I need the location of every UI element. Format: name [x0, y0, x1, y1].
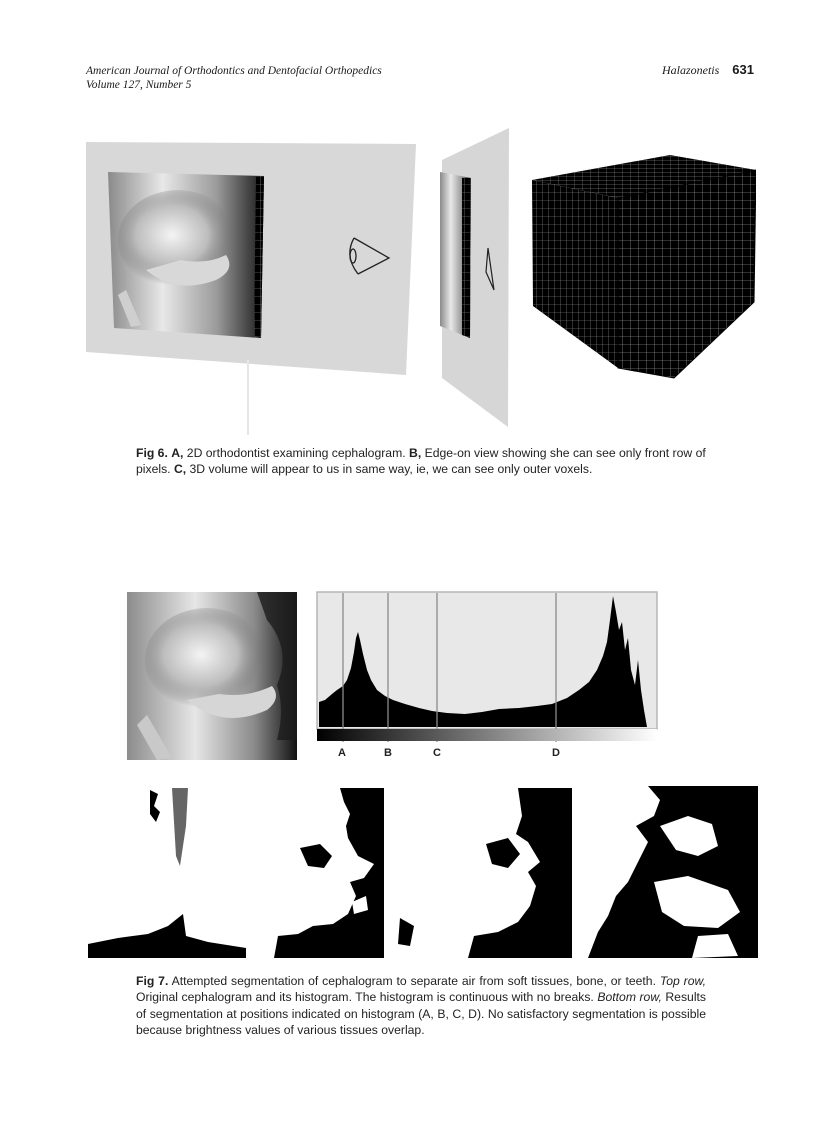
fig7-text-3: Results of segmentation at positions indicated on histogram (A, B, C, D). No satisfactory segmentation is possible because brightness values of various tissues overlap.	[136, 990, 707, 1037]
journal-volume: Volume 127, Number 5	[86, 79, 192, 91]
figure-7-bottom-row	[88, 786, 758, 958]
author-name: Halazonetis	[661, 63, 720, 77]
segmentation-a	[88, 786, 246, 958]
fig7-text-1: Attempted segmentation of cephalogram to separate air from soft tissues, bone, or teeth.	[171, 974, 656, 988]
panel-a-plane	[86, 142, 416, 435]
fig6-part-c-label: C,	[173, 462, 187, 477]
page-number: 631	[732, 62, 754, 77]
fig7-top-row-label: Top row,	[659, 974, 707, 988]
fig7-label: Fig 7.	[136, 974, 169, 988]
histogram	[317, 592, 657, 742]
histogram-label-d: D	[552, 747, 560, 759]
fig7-bottom-row-label: Bottom row,	[597, 990, 662, 1005]
running-header-journal	[86, 64, 382, 92]
fig6-part-c-text: 3D volume will appear to us in same way, ie, we can see only outer voxels.	[189, 462, 593, 477]
figure-7-caption	[136, 973, 706, 1038]
histogram-label-a: A	[338, 747, 346, 759]
journal-title: American Journal of Orthodontics and Dentofacial Orthopedics	[86, 65, 382, 77]
panel-c-voxel-cube	[532, 155, 756, 378]
fig7-text-2: Original cephalogram and its histogram. The histogram is continuous with no breaks.	[136, 990, 594, 1005]
fig6-part-a-label: A,	[171, 446, 184, 460]
histogram-label-c: C	[433, 747, 441, 759]
figure-6-illustration	[86, 120, 756, 435]
fig6-part-b-text: Edge-on view showing she can see only front row of pixels.	[136, 446, 706, 477]
histogram-label-b: B	[384, 747, 392, 759]
fig6-part-b-label: B,	[409, 446, 422, 460]
fig6-part-a-text: 2D orthodontist examining cephalogram.	[186, 446, 406, 460]
cephalogram-image-a	[108, 172, 264, 338]
segmentation-d	[576, 786, 758, 958]
segmentation-c	[388, 786, 572, 958]
figure-6-caption	[136, 445, 706, 478]
running-header-author	[662, 62, 754, 78]
gray-scale-bar	[317, 729, 657, 741]
figure-7-top-row	[127, 590, 659, 770]
fig6-label: Fig 6.	[136, 446, 168, 460]
segmentation-b	[250, 786, 384, 958]
panel-b-plane	[440, 128, 509, 427]
original-cephalogram	[127, 592, 297, 760]
